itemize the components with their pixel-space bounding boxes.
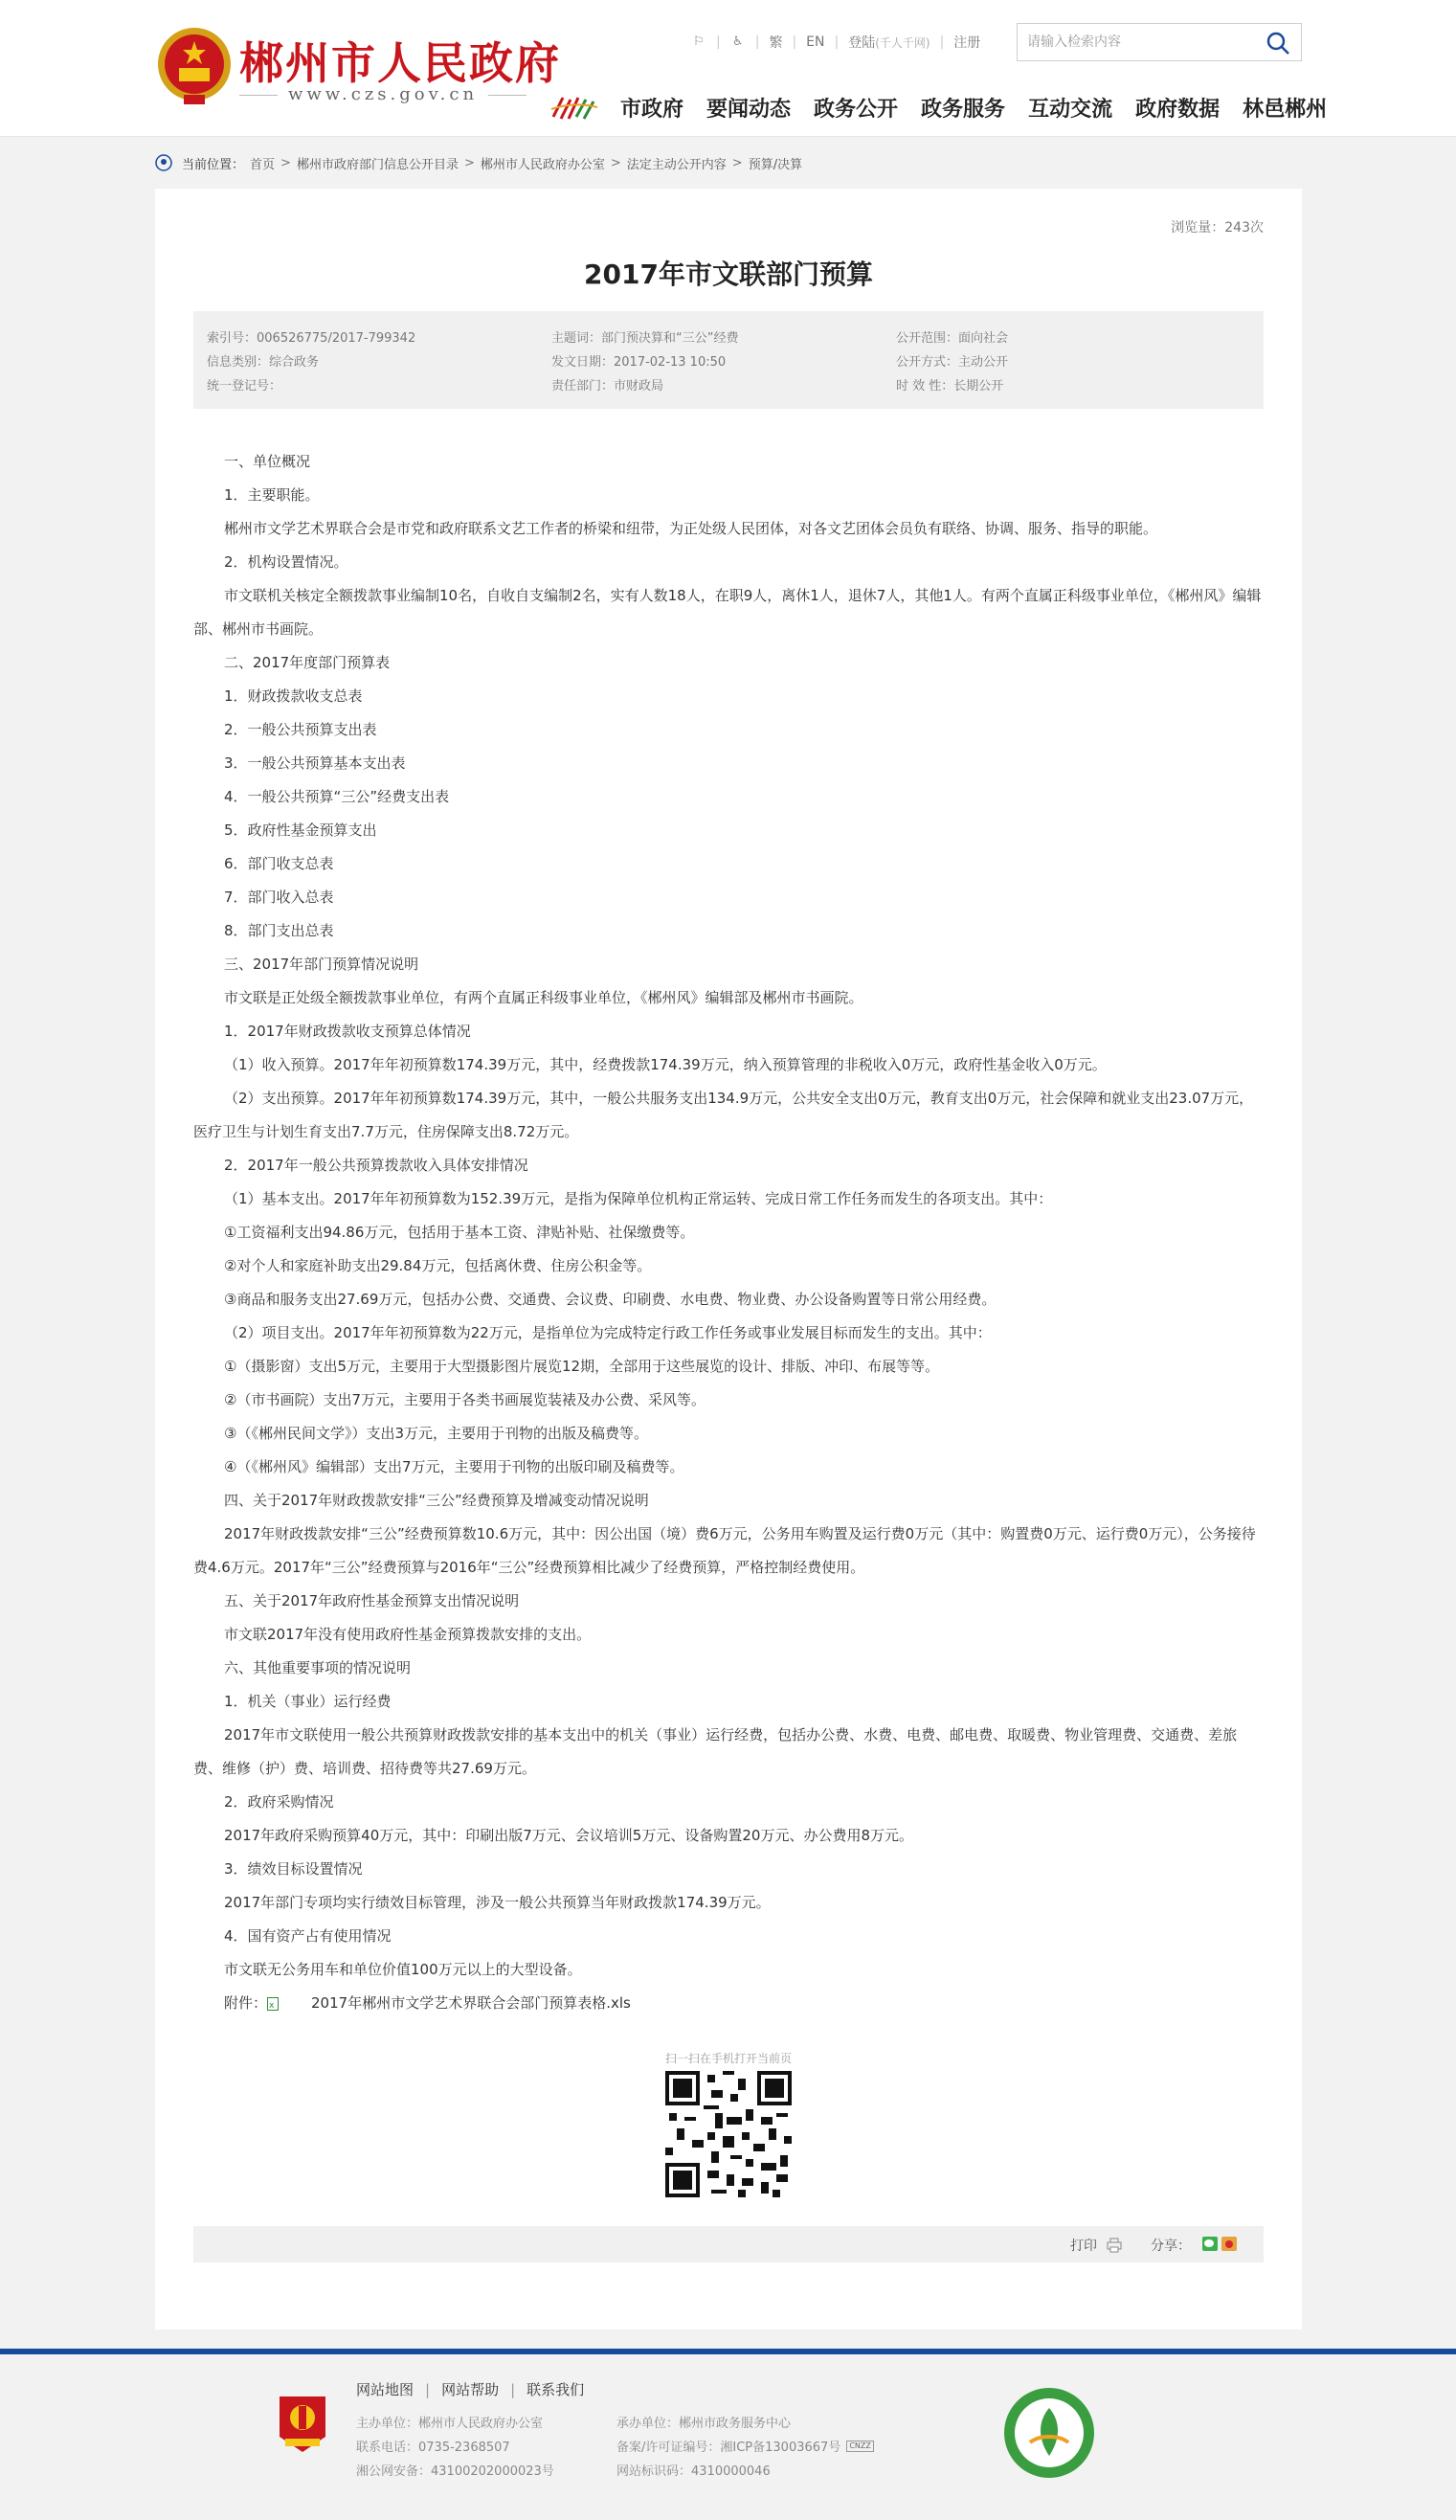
article-paragraph: 五、关于2017年政府性基金预算支出情况说明	[224, 1592, 520, 1609]
article-paragraph: 1．财政拨款收支总表	[224, 687, 363, 705]
header-toolbar: ⚐ | ♿ | 繁 | EN | 登陆 (千人千网) | 注册	[691, 33, 980, 52]
footer-links: 网站地图 | 网站帮助 | 联系我们	[356, 2380, 585, 2398]
footer-site-id: 网站标识码：4310000046	[616, 2464, 771, 2479]
accessibility-icon[interactable]: ⚐	[693, 34, 705, 49]
article-paragraph: 1．机关（事业）运行经费	[224, 1693, 392, 1710]
wheelchair-icon[interactable]: ♿	[731, 34, 744, 49]
view-count: 浏览量：243次	[1171, 220, 1264, 236]
article-paragraph: 2017年市文联使用一般公共预算财政拨款安排的基本支出中的机关（事业）运行经费，包括办公费、水费、电费、邮电费、取暖费、物业管理费、交通费、差旅费、维修（护）费、培训费、招待费等共27.69万元。	[193, 1726, 1238, 1777]
footer-info	[356, 2410, 874, 2482]
footer-help-link[interactable]: 网站帮助	[441, 2381, 500, 2398]
article-paragraph: 二、2017年度部门预算表	[224, 654, 391, 671]
meta-registration: 统一登记号：	[207, 379, 282, 394]
site-url: www.czs.gov.cn	[239, 84, 526, 104]
breadcrumb-office[interactable]: 郴州市人民政府办公室	[480, 157, 605, 172]
meta-scope: 公开范围：面向社会	[896, 331, 1009, 346]
nav-government-affairs[interactable]: 政务公开	[814, 97, 899, 122]
breadcrumb-label: 当前位置：	[182, 157, 245, 172]
article-paragraph: 3．绩效目标设置情况	[224, 1860, 363, 1878]
login-note: (千人千网)	[875, 35, 930, 50]
article-title: 2017年市文联部门预算	[584, 259, 873, 290]
article-paragraph: 7．部门收入总表	[224, 889, 334, 906]
article-paragraph: ②对个人和家庭补助支出29.84万元，包括离休费、住房公积金等。	[224, 1257, 652, 1274]
wechat-icon[interactable]	[1202, 2237, 1218, 2251]
english-link[interactable]: EN	[806, 34, 825, 50]
meta-index-number: 索引号：006526775/2017-799342	[207, 331, 416, 346]
footer-phone: 联系电话：0735-2368507	[356, 2441, 510, 2455]
article-paragraph: 六、其他重要事项的情况说明	[224, 1659, 412, 1676]
breadcrumb-home[interactable]: 首页	[250, 157, 276, 172]
share-label: 分享：	[1151, 2239, 1191, 2254]
weibo-icon[interactable]	[1221, 2237, 1237, 2251]
article-paragraph: ③商品和服务支出27.69万元，包括办公费、交通费、会议费、印刷费、水电费、物业费、办公设备购置等日常公用经费。	[224, 1291, 997, 1308]
article-paragraph: （2）项目支出。2017年年初预算数为22万元，是指单位为完成特定行政工作任务或事业发展目标而发生的支出。其中：	[224, 1324, 992, 1341]
article-paragraph: ③（《郴州民间文学》）支出3万元，主要用于刊物的出版及稿费等。	[224, 1425, 648, 1442]
qr-code-icon	[665, 2071, 792, 2197]
register-link[interactable]: 注册	[953, 35, 981, 51]
national-emblem-icon	[155, 24, 234, 108]
location-pin-icon	[155, 154, 172, 171]
article-paragraph: 2．一般公共预算支出表	[224, 721, 377, 738]
article-card	[155, 189, 1302, 2329]
breadcrumb: 当前位置： 首页 > 郴州市政府部门信息公开目录 > 郴州市人民政府办公室 > 法定主动公开内容 > 预算/决算	[155, 153, 802, 172]
footer-police-record[interactable]: 湘公网安备：43100202000023号	[356, 2464, 554, 2479]
site-title[interactable]: 郴州市人民政府	[239, 37, 561, 89]
nav-linyi-chenzhou[interactable]: 林邑郴州	[1243, 97, 1328, 122]
site-header	[0, 0, 1456, 137]
meta-row	[207, 325, 1250, 349]
article-paragraph: （1）基本支出。2017年年初预算数为152.39万元，是指为保障单位机构正常运转、完成日常工作任务而发生的各项支出。其中：	[224, 1190, 1053, 1207]
nav-services[interactable]: 政务服务	[921, 97, 1006, 122]
article-paragraph: 1．2017年财政拨款收支预算总体情况	[224, 1023, 471, 1040]
nav-logo-icon	[549, 92, 599, 123]
qr-caption: 扫一扫在手机打开当前页	[664, 2052, 792, 2065]
article-paragraph: （2）支出预算。2017年年初预算数174.39万元，其中，一般公共服务支出134.9万元，公共安全支出0万元，教育支出0万元，社会保障和就业支出23.07万元，医疗卫生与计划生育支出7.7万元，住房保障支出8.72万元。	[193, 1090, 1254, 1140]
article-meta	[193, 311, 1264, 409]
article-paragraph: 2．机构设置情况。	[224, 553, 348, 571]
cnzz-badge-icon[interactable]: CNZZ	[846, 2441, 874, 2452]
site-footer	[0, 2349, 1456, 2520]
attachment-link[interactable]: 2017年郴州市文学艺术界联合会部门预算表格.xls	[311, 1994, 631, 2012]
article-paragraph: 市文联2017年没有使用政府性基金预算拨款安排的支出。	[224, 1626, 592, 1643]
breadcrumb-budget[interactable]: 预算/决算	[748, 157, 803, 172]
article-paragraph: 6．部门收支总表	[224, 855, 334, 872]
article-paragraph: 8．部门支出总表	[224, 922, 334, 939]
search-box	[1017, 23, 1302, 61]
article-paragraph: 四、关于2017年财政拨款安排“三公”经费预算及增减变动情况说明	[224, 1492, 649, 1509]
article-paragraph: 2017年政府采购预算40万元，其中：印刷出版7万元、会议培训5万元、设备购置20万元、办公费用8万元。	[224, 1827, 913, 1844]
footer-organizer: 承办单位：郴州市政务服务中心	[616, 2417, 792, 2431]
breadcrumb-statutory[interactable]: 法定主动公开内容	[626, 157, 727, 172]
article-paragraph: （1）收入预算。2017年年初预算数174.39万元，其中，经费拨款174.39万元，纳入预算管理的非税收入0万元，政府性基金收入0万元。	[224, 1056, 1107, 1073]
nav-news[interactable]: 要闻动态	[706, 97, 792, 122]
paragraph-list	[193, 445, 1264, 1987]
meta-category: 信息类别：综合政务	[207, 355, 320, 370]
article-paragraph: ④（《郴州风》编辑部）支出7万元，主要用于刊物的出版印刷及稿费等。	[224, 1458, 684, 1475]
traditional-chinese-link[interactable]: 繁	[769, 35, 783, 51]
article-paragraph: 2．2017年一般公共预算拨款收入具体安排情况	[224, 1157, 528, 1174]
article-paragraph: ②（市书画院）支出7万元，主要用于各类书画展览装裱及办公费、采风等。	[224, 1391, 706, 1408]
nav-interaction[interactable]: 互动交流	[1028, 97, 1113, 122]
article-paragraph: 1．主要职能。	[224, 486, 320, 504]
article-paragraph: ①工资福利支出94.86万元，包括用于基本工资、津贴补贴、社保缴费等。	[224, 1224, 695, 1241]
search-icon[interactable]	[1265, 30, 1291, 56]
meta-publish-method: 公开方式：主动公开	[896, 355, 1009, 370]
article-paragraph: 三、2017年部门预算情况说明	[224, 956, 419, 973]
article-paragraph: 一、单位概况	[224, 453, 311, 470]
article-paragraph: 2017年部门专项均实行绩效目标管理，涉及一般公共预算当年财政拨款174.39万元。	[224, 1894, 771, 1911]
svg-text:x: x	[269, 2000, 275, 2011]
printer-icon	[1107, 2238, 1122, 2253]
main-nav	[549, 92, 1338, 123]
footer-sitemap-link[interactable]: 网站地图	[356, 2381, 414, 2398]
print-button[interactable]	[1070, 2236, 1122, 2255]
meta-keywords: 主题词：部门预决算和“三公”经费	[551, 331, 739, 346]
footer-contact-link[interactable]: 联系我们	[526, 2381, 585, 2398]
excel-file-icon	[267, 1997, 279, 2011]
login-link[interactable]: 登陆	[848, 35, 876, 51]
meta-validity: 时 效 性：长期公开	[896, 379, 1004, 394]
article-paragraph: 2．政府采购情况	[224, 1793, 334, 1811]
print-label: 打印	[1070, 2239, 1097, 2254]
footer-sponsor: 主办单位：郴州市人民政府办公室	[356, 2417, 544, 2431]
nav-government-data[interactable]: 政府数据	[1135, 97, 1221, 122]
civilized-city-badge-icon	[1001, 2385, 1097, 2481]
meta-row	[207, 372, 1250, 396]
article-paragraph: 4．一般公共预算“三公”经费支出表	[224, 788, 450, 805]
article-paragraph: 市文联机关核定全额拨款事业编制10名，自收自支编制2名，实有人数18人，在职9人，离休1人，退休7人，其他1人。有两个直属正科级事业单位，《郴州风》编辑部、郴州市书画院。	[193, 587, 1262, 638]
article-paragraph: 市文联无公务用车和单位价值100万元以上的大型设备。	[224, 1961, 582, 1978]
breadcrumb-directory[interactable]: 郴州市政府部门信息公开目录	[296, 157, 459, 172]
meta-department: 责任部门：市财政局	[551, 379, 664, 394]
search-input[interactable]	[1018, 24, 1247, 60]
attachment-row	[193, 1987, 1264, 2020]
nav-city-government[interactable]: 市政府	[620, 97, 684, 122]
article-paragraph: ①（摄影窗）支出5万元，主要用于大型摄影图片展览12期，全部用于这些展览的设计、排版、冲印、布展等等。	[224, 1358, 940, 1375]
attachment-label: 附件：	[224, 1994, 268, 2012]
share-bar	[193, 2226, 1264, 2262]
article-paragraph: 4．国有资产占有使用情况	[224, 1927, 392, 1945]
article-paragraph: 郴州市文学艺术界联合会是市党和政府联系文艺工作者的桥梁和纽带，为正处级人民团体，对各文艺团体会员负有联络、协调、服务、指导的职能。	[224, 520, 1158, 537]
article-paragraph: 2017年财政拨款安排“三公”经费预算数10.6万元，其中：因公出国（境）费6万元，公务用车购置及运行费0万元（其中：购置费0万元、运行费0万元），公务接待费4.6万元。2017年“三公”经费预算与2016年“三公”经费预算相比减少了经费预算，严格控制经费使用。	[193, 1525, 1256, 1576]
meta-row	[207, 349, 1250, 372]
footer-icp[interactable]: 备案/许可证编号：湘ICP备13003667号	[616, 2441, 841, 2455]
article-paragraph: 3．一般公共预算基本支出表	[224, 754, 406, 772]
party-government-emblem-icon	[276, 2393, 329, 2456]
article-paragraph: 市文联是正处级全额拨款事业单位，有两个直属正科级事业单位，《郴州风》编辑部及郴州市书画院。	[224, 989, 863, 1006]
article-paragraph: 5．政府性基金预算支出	[224, 821, 377, 839]
article-body	[193, 445, 1264, 2020]
meta-date: 发文日期：2017-02-13 10:50	[551, 355, 727, 370]
